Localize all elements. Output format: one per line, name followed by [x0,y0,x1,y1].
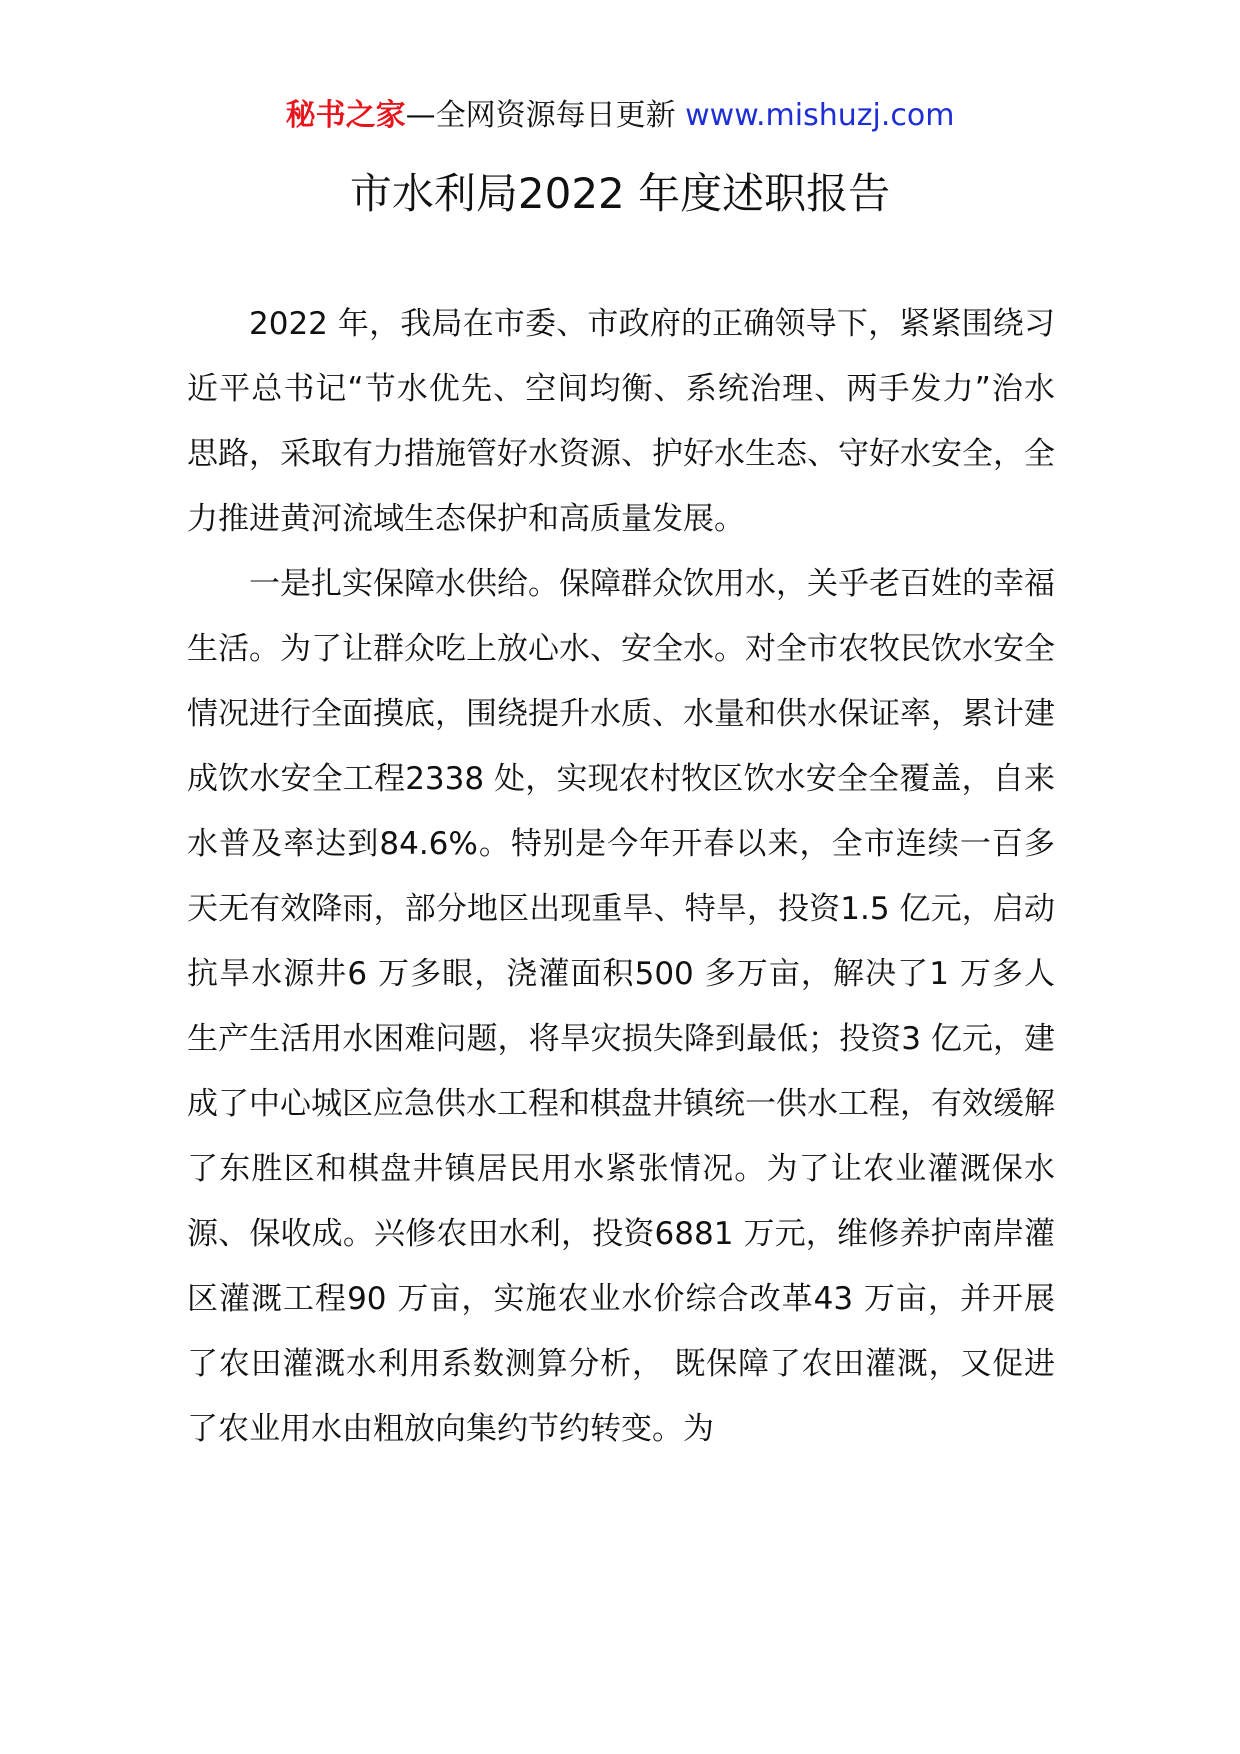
site-header [0,96,1240,136]
document-title: 市水利局2022 年度述职报告 [349,169,891,218]
document-body [187,292,1055,1462]
site-url-link[interactable]: www.mishuzj.com [685,98,955,133]
paragraph-intro: 2022 年，我局在市委、市政府的正确领导下，紧紧围绕习近平总书记“节水优先、空间均衡、系统治理、两手发力”治水思路，采取有力措施管好水资源、护好水生态、守好水安全，全力推进黄河流域生态保护和高质量发展。 [187,306,1055,537]
paragraph-water-supply: 一是扎实保障水供给。保障群众饮用水，关乎老百姓的幸福生活。为了让群众吃上放心水、安全水。对全市农牧民饮水安全情况进行全面摸底，围绕提升水质、水量和供水保证率，累计建成饮水安全工程2338 处，实现农村牧区饮水安全全覆盖，自来水普及率达到84.6%。特别是今年开春以来，全市连续一百多天无有效降雨，部分地区出现重旱、特旱，投资1.5 亿元，启动抗旱水源井6 万多眼，浇灌面积500 多万亩，解决了1 万多人生产生活用水困难问题，将旱灾损失降到最低；投资3 亿元，建成了中心城区应急供水工程和棋盘井镇统一供水工程，有效缓解了东胜区和棋盘井镇居民用水紧张情况。为了让农业灌溉保水源、保收成。兴修农田水利，投资6881 万元，维修养护南岸灌区灌溉工程90 万亩，实施农业水价综合改革43 万亩，并开展了农田灌溉水利用系数测算分析， 既保障了农田灌溉，又促进了农业用水由粗放向集约节约转变。为 [187,566,1055,1447]
site-slogan: —全网资源每日更新 [405,98,686,133]
site-brand: 秘书之家 [285,98,406,133]
